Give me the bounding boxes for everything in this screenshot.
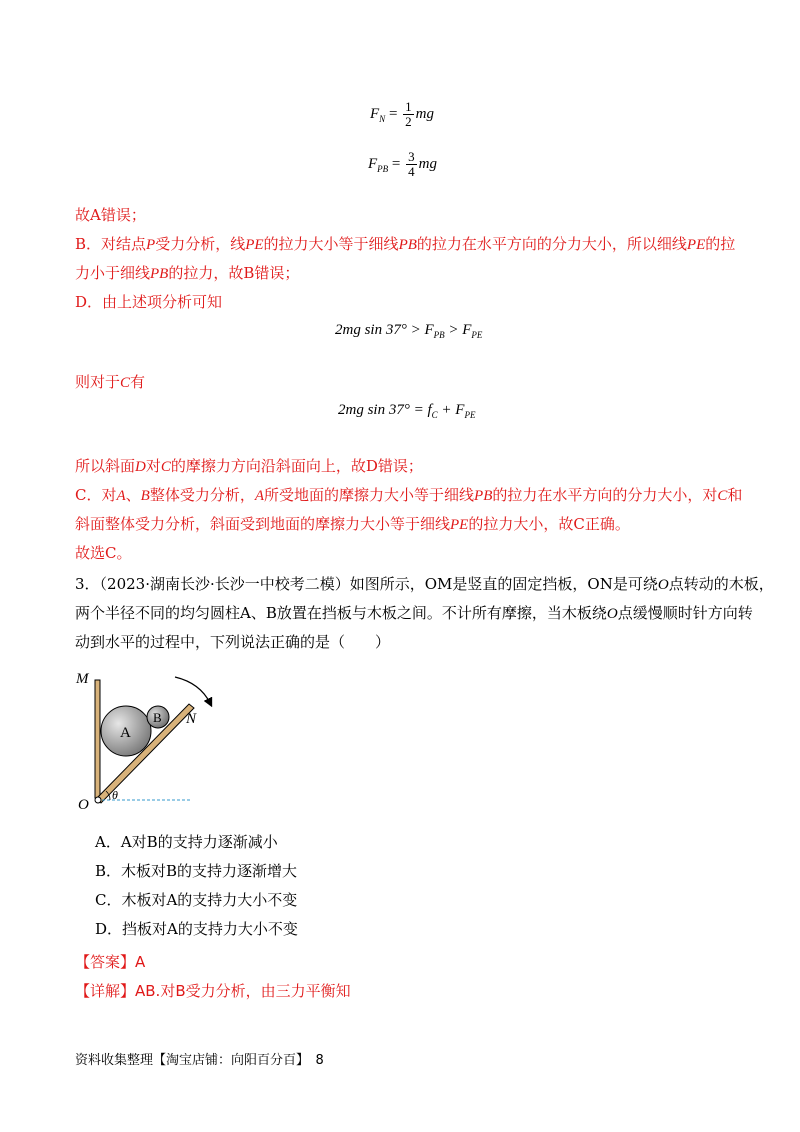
- question-3-line2: 两个半径不同的均匀圆柱A、B放置在挡板与木板之间。不计所有摩擦，当木板绕O点缓慢顺时针方向转: [75, 604, 753, 622]
- for-c-line: 则对于C有: [75, 373, 146, 391]
- d-wrong: 所以斜面D对C的摩擦力方向沿斜面向上，故D错误；: [75, 457, 423, 475]
- equation-fn: $F_N$ = $\frac{1}{2}$ mg: [370, 99, 434, 129]
- label-theta: θ: [112, 788, 118, 802]
- detail: 【详解】AB.对B受力分析，由三力平衡知: [75, 982, 351, 1000]
- equation-inequality: 2mg $\sin 37^\circ > F_{PB} > F_{PE}$: [335, 322, 483, 340]
- label-b: B: [153, 710, 162, 725]
- label-a: A: [120, 725, 131, 741]
- option-b: B．木板对B的支持力逐渐增大: [95, 862, 298, 880]
- answer: 【答案】A: [75, 953, 146, 971]
- wall-om: [95, 680, 100, 798]
- paragraph-b-line1: B．对结点P受力分析，线PE的拉力大小等于细线PB的拉力在水平方向的分力大小，所以细线PE的拉: [75, 235, 736, 253]
- option-d: D．挡板对A的支持力大小不变: [95, 920, 298, 938]
- paragraph-c-line1: C．对A、B整体受力分析，A所受地面的摩擦力大小等于细线PB的拉力在水平方向的分力大小，对C和: [75, 486, 743, 504]
- question-3-line3: 动到水平的过程中，下列说法正确的是（ ）: [75, 633, 391, 651]
- paragraph-d: D．由上述项分析可知: [75, 293, 223, 311]
- option-a: A．A对B的支持力逐渐减小: [95, 833, 278, 851]
- equation-fpb: $F_{PB}$ = $\frac{3}{4}$ mg: [368, 149, 437, 179]
- question-3-line1: 3．（2023·湖南长沙·长沙一中校考二模）如图所示，OM是竖直的固定挡板，ON是可绕O点转动的木板，: [75, 575, 774, 593]
- paragraph-c-line2: 斜面整体受力分析，斜面受到地面的摩擦力大小等于细线PE的拉力大小，故C正确。: [75, 515, 630, 533]
- page-footer: 资料收集整理【淘宝店铺：向阳百分百】 8: [75, 1053, 324, 1068]
- paragraph-b-line2: 力小于细线PB的拉力，故B错误；: [75, 264, 300, 282]
- rotation-arrow: [175, 677, 210, 703]
- pivot-o: [95, 797, 101, 803]
- physics-figure: [70, 665, 230, 815]
- label-o: O: [78, 797, 89, 813]
- choose-c: 故选C。: [75, 544, 132, 562]
- a-wrong: 故A错误；: [75, 206, 146, 224]
- label-m: M: [76, 671, 89, 687]
- equation-friction: 2mg $\sin 37^\circ = f_C + F_{PE}$: [338, 402, 476, 420]
- option-c: C．木板对A的支持力大小不变: [95, 891, 298, 909]
- label-n: N: [186, 711, 197, 727]
